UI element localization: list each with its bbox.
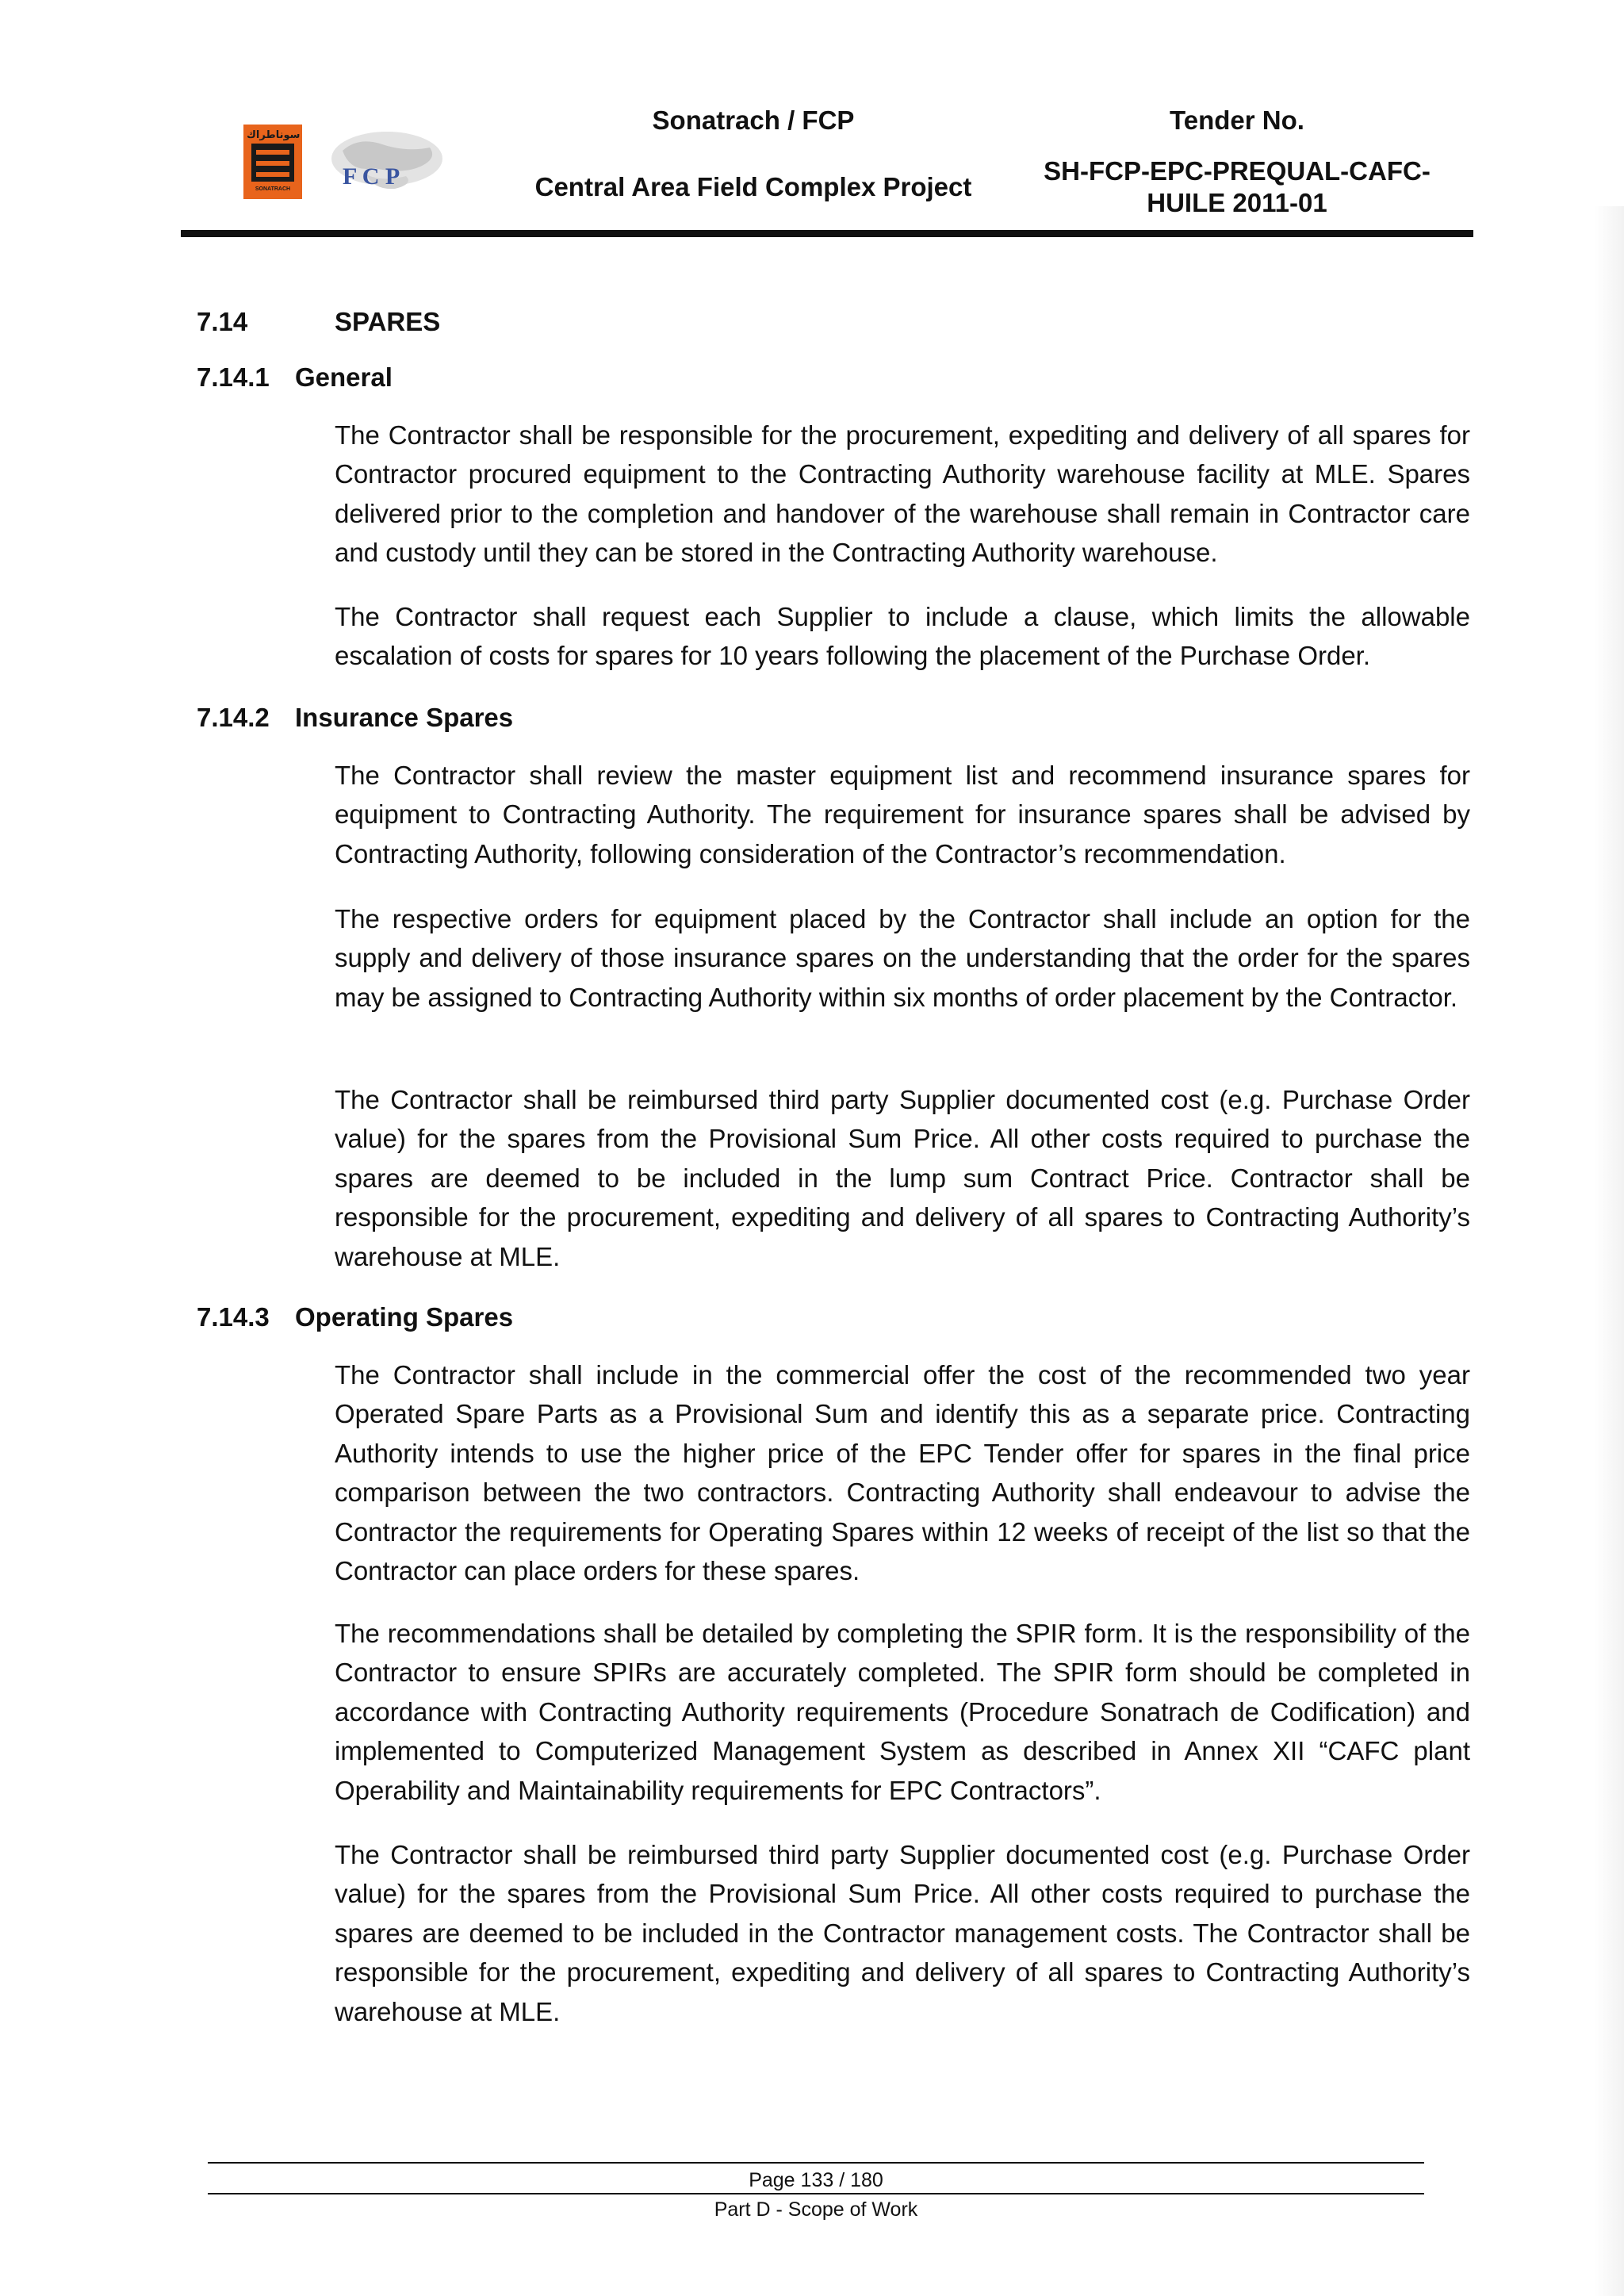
paragraph: The Contractor shall request each Supplier to include a clause, which limits the allowable escalation of costs for spares for 10 years following the placement of the Purchase Order.	[335, 602, 1470, 671]
section-number: 7.14	[197, 307, 248, 336]
fcp-logo	[319, 127, 455, 200]
section-title: SPARES	[335, 307, 441, 336]
subsection-title: General	[295, 362, 393, 392]
header-tender-number-line2: HUILE 2011-01	[1147, 188, 1327, 217]
paragraph: The recommendations shall be detailed by completing the SPIR form. It is the responsibility of the Contractor to ensure SPIRs are accurately completed. The SPIR form should be completed in accordance with Contracting Authority requirements (Procedure Sonatrach de Codification) and implemented to Computerized Management System as described in Annex XII “CAFC plant Operability and Maintainability requirements for EPC Contractors”.	[335, 1619, 1470, 1805]
paragraph: The Contractor shall include in the commercial offer the cost of the recommended two year Operated Spare Parts as a Provisional Sum and identify this as a separate price. Contracting Authority intends to use the higher price of the EPC Tender offer for spares in the final price comparison between the two contractors. Contracting Authority shall endeavour to advise the Contractor the requirements for Operating Spares within 12 weeks of receipt of the list so that the Contractor can place orders for these spares.	[335, 1360, 1470, 1586]
header-tender-number-line1: SH-FCP-EPC-PREQUAL-CAFC-	[1044, 156, 1431, 186]
document-header	[0, 0, 1624, 238]
subsection-number: 7.14.3	[197, 1302, 270, 1332]
header-project: Central Area Field Complex Project	[534, 172, 972, 201]
sonatrach-logo-caption: SONATRACH	[255, 186, 291, 192]
header-divider	[181, 230, 1473, 237]
sonatrach-logo: سوناطراك SONATRACH	[243, 125, 302, 199]
paragraph: The Contractor shall review the master equipment list and recommend insurance spares for equipment to Contracting Authority. The requirement for insurance spares shall be advised by Contracting Authority, following consideration of the Contractor’s recommendation.	[335, 761, 1470, 868]
footer-part: Part D - Scope of Work	[714, 2198, 918, 2221]
page-number: Page 133 / 180	[749, 2169, 883, 2191]
header-org: Sonatrach / FCP	[652, 105, 855, 135]
subsection-number: 7.14.1	[197, 362, 270, 392]
footer-divider-bottom	[208, 2193, 1424, 2194]
paragraph: The Contractor shall be reimbursed third party Supplier documented cost (e.g. Purchase Order value) for the spares from the Provisional Sum Price. All other costs required to purchase the spares are deemed to be included in the lump sum Contract Price. Contractor shall be responsible for the procurement, expediting and delivery of all spares to Contracting Authority’s warehouse at MLE.	[335, 1085, 1470, 1271]
paragraph: The Contractor shall be reimbursed third party Supplier documented cost (e.g. Purchase Order value) for the spares from the Provisional Sum Price. All other costs required to purchase the spares are deemed to be included in the Contractor management costs. The Contractor shall be responsible for the procurement, expediting and delivery of all spares to Contracting Authority’s warehouse at MLE.	[335, 1840, 1470, 2026]
header-tender-label: Tender No.	[1170, 105, 1304, 135]
subsection-title: Operating Spares	[295, 1302, 514, 1332]
fcp-logo-text: F C P	[343, 163, 400, 190]
subsection-number: 7.14.2	[197, 703, 270, 732]
page-edge-shadow	[1594, 206, 1624, 2296]
paragraph: The Contractor shall be responsible for the procurement, expediting and delivery of all spares for Contractor procured equipment to the Contracting Authority warehouse facility at MLE. Spares delivered prior to the completion and handover of the warehouse shall remain in Contractor care and custody until they can be stored in the Contracting Authority warehouse.	[335, 420, 1470, 568]
subsection-title: Insurance Spares	[295, 703, 514, 732]
paragraph: The respective orders for equipment placed by the Contractor shall include an option for the supply and delivery of those insurance spares on the understanding that the order for the spares may be assigned to Contracting Authority within six months of order placement by the Contractor.	[335, 904, 1470, 1012]
footer-divider-top	[208, 2162, 1424, 2164]
